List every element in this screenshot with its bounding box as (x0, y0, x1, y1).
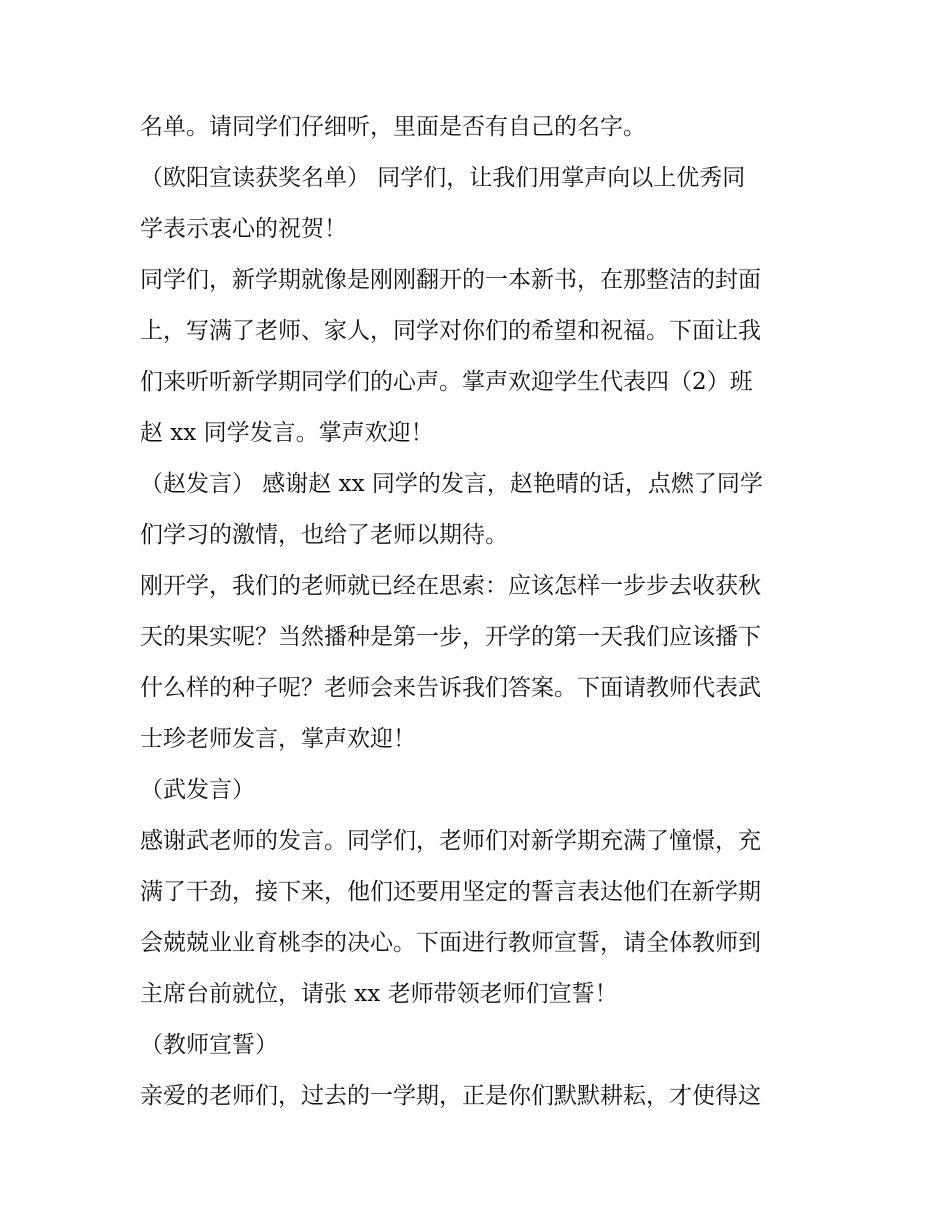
text-line: 主席台前就位，请张 xx 老师带领老师们宣誓！ (140, 981, 618, 1007)
text-line: 满了干劲，接下来，他们还要用坚定的誓言表达他们在新学期 (140, 879, 761, 905)
text-line: 会兢兢业业育桃李的决心。下面进行教师宣誓，请全体教师到 (140, 930, 761, 956)
text-line: 亲爱的老师们，过去的一学期，正是你们默默耕耘，才使得这 (140, 1083, 761, 1109)
text-line: （赵发言） 感谢赵 xx 同学的发言，赵艳晴的话，点燃了同学 (140, 471, 763, 497)
text-line: 名单。请同学们仔细听，里面是否有自己的名字。 (140, 114, 646, 140)
text-line: （欧阳宣读获奖名单） 同学们，让我们用掌声向以上优秀同 (140, 165, 746, 191)
text-line: 刚开学，我们的老师就已经在思索：应该怎样一步步去收获秋 (140, 573, 761, 599)
text-line: （教师宣誓） (140, 1032, 278, 1058)
text-line: 们学习的激情，也给了老师以期待。 (140, 522, 508, 548)
text-line: 们来听听新学期同学们的心声。掌声欢迎学生代表四（2）班 (140, 369, 753, 395)
text-line: 学表示衷心的祝贺！ (140, 216, 347, 242)
text-line: 士珍老师发言，掌声欢迎！ (140, 726, 416, 752)
text-line: 同学们，新学期就像是刚刚翻开的一本新书，在那整洁的封面 (140, 267, 761, 293)
text-line: （武发言） (140, 777, 255, 803)
text-line: 感谢武老师的发言。同学们，老师们对新学期充满了憧憬，充 (140, 828, 761, 854)
text-line: 天的果实呢？当然播种是第一步，开学的第一天我们应该播下 (140, 624, 761, 650)
text-line: 上，写满了老师、家人，同学对你们的希望和祝福。下面让我 (140, 318, 761, 344)
text-line: 什么样的种子呢？老师会来告诉我们答案。下面请教师代表武 (140, 675, 761, 701)
text-line: 赵 xx 同学发言。掌声欢迎！ (140, 420, 434, 446)
